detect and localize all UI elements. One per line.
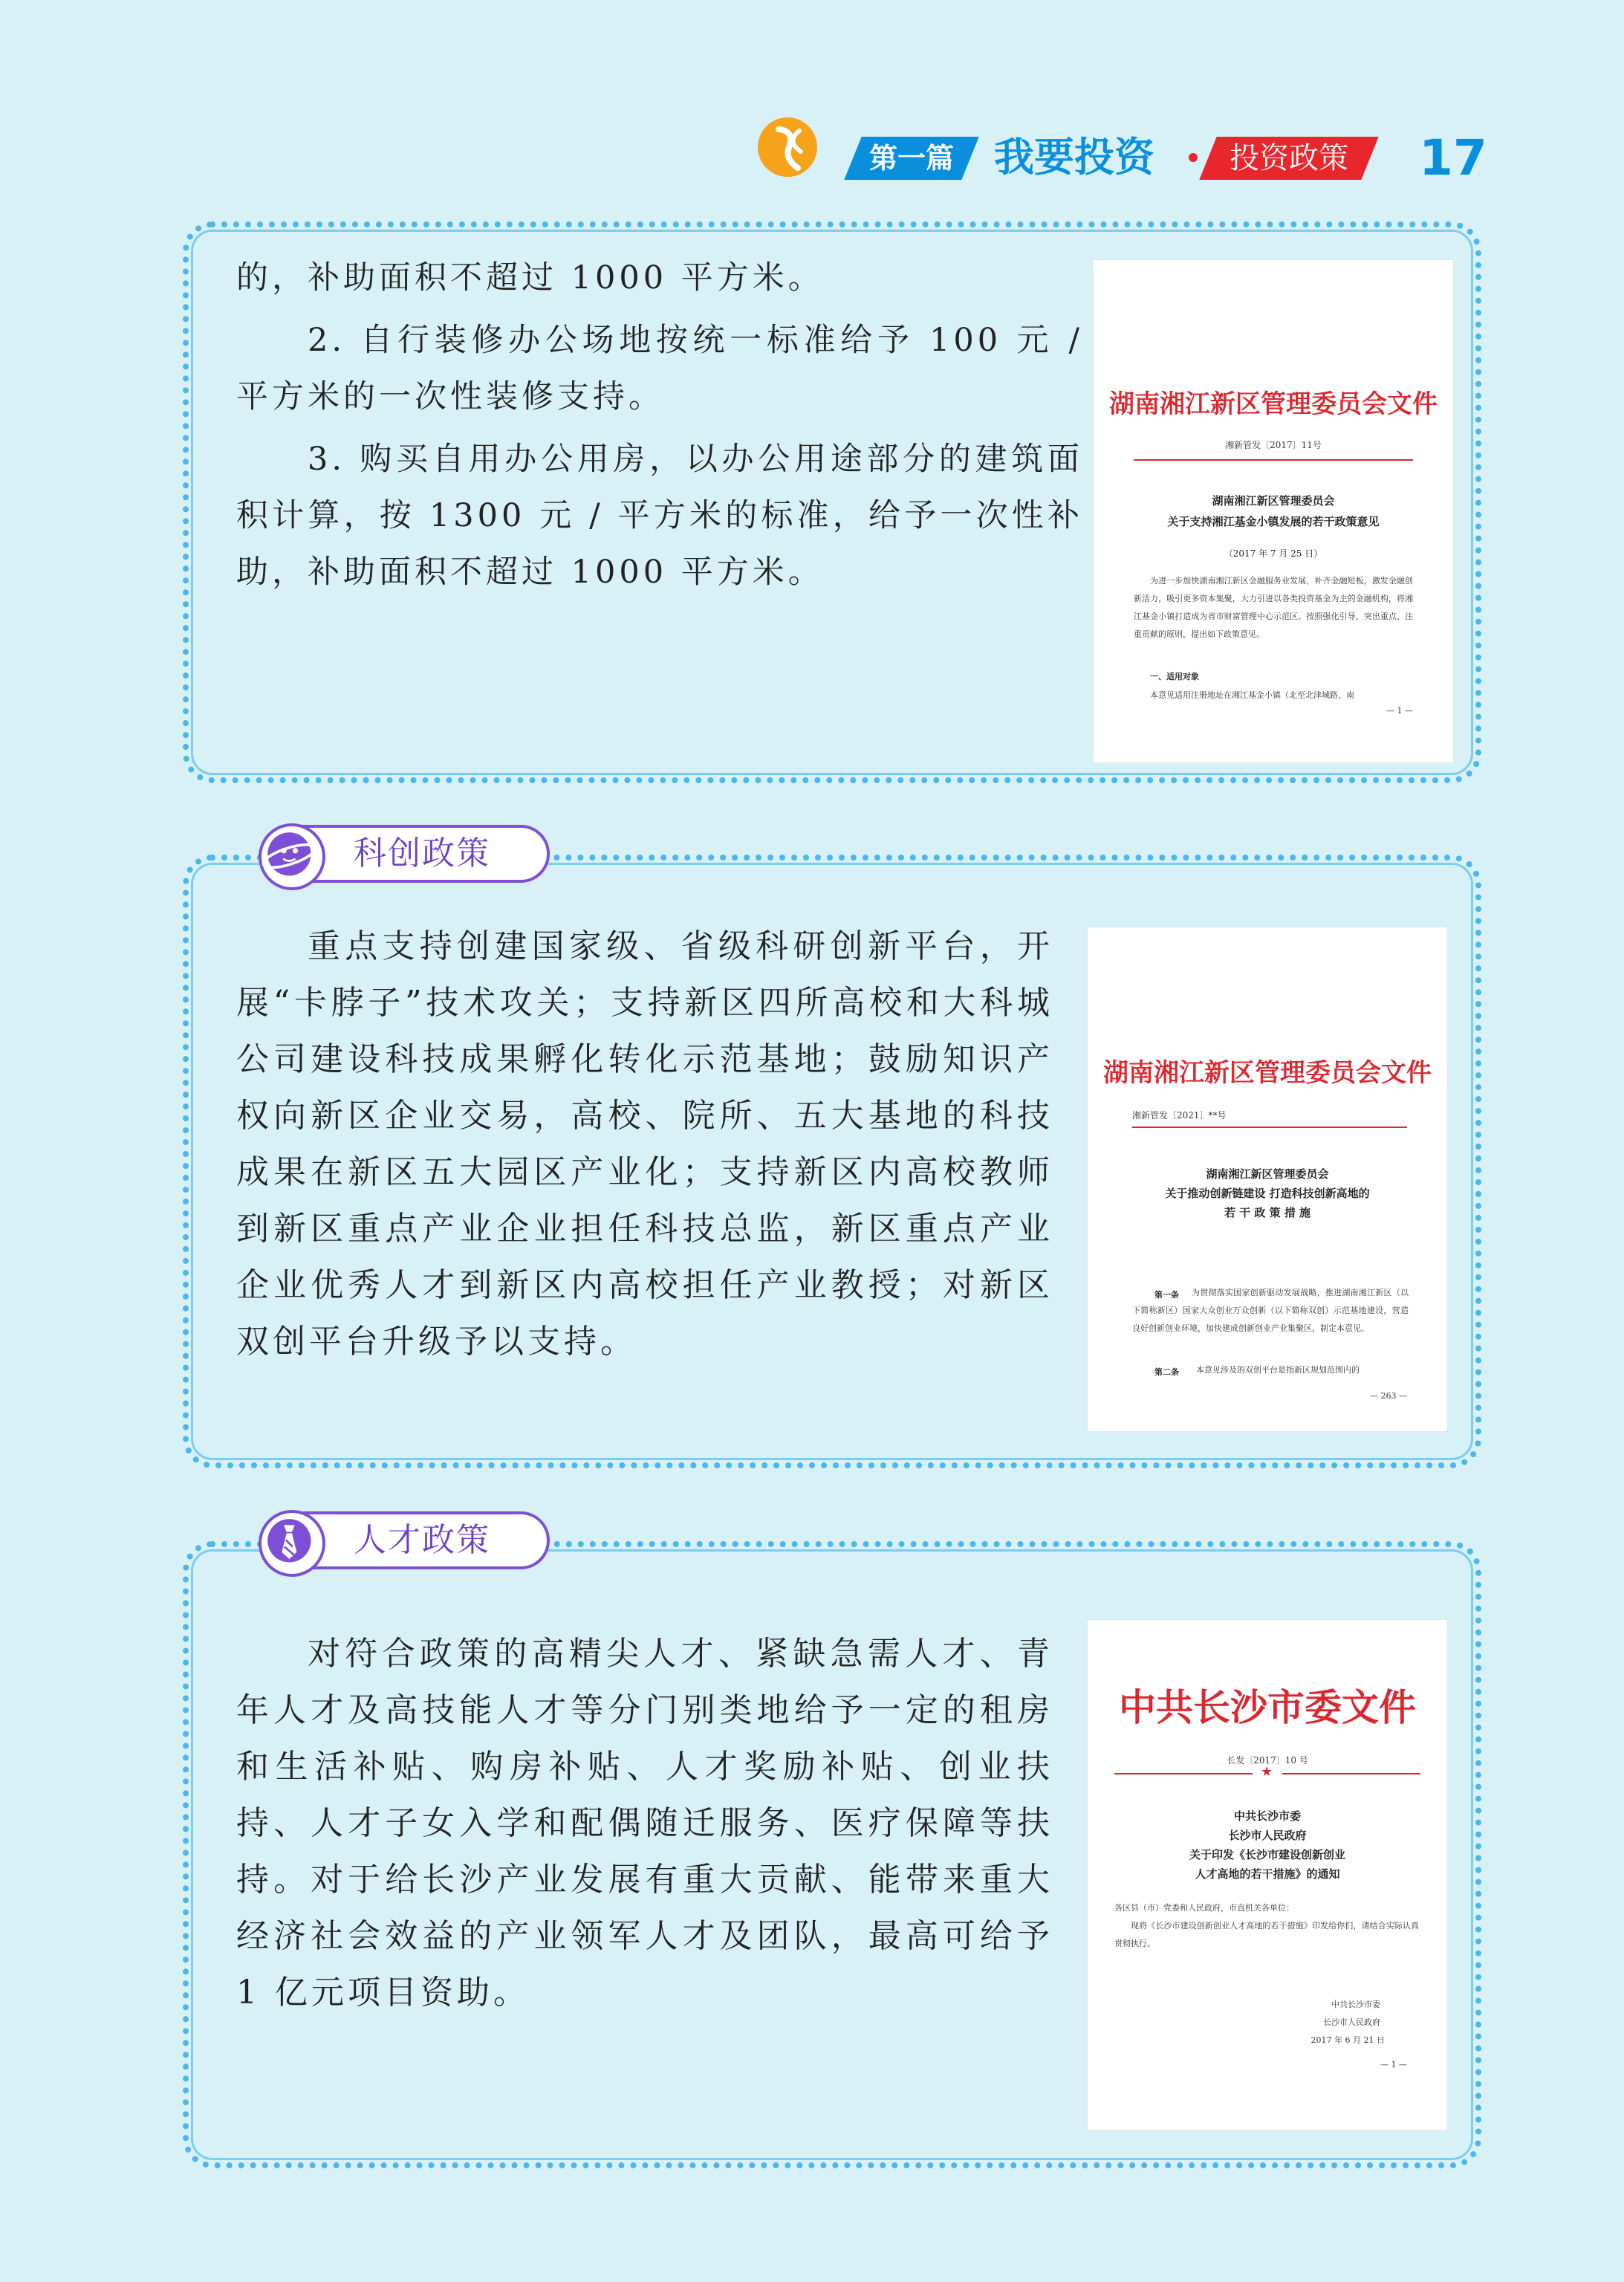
policy-box-office: [183, 221, 1481, 783]
necktie-icon: [259, 1510, 325, 1577]
box2-text: [236, 918, 1053, 1370]
publication-logo-icon: [756, 116, 819, 178]
star-icon: ★: [1261, 1764, 1273, 1780]
category-title: 我要投资: [994, 134, 1154, 181]
policy-box-talent: [183, 1541, 1481, 2168]
doc-heading: 长沙市人民政府: [1228, 1829, 1307, 1842]
doc-heading: 关于支持湘江基金小镇发展的若干政策意见: [1167, 515, 1380, 528]
part-label: 第一篇: [868, 142, 954, 175]
section-tag-label: 人才政策: [354, 1521, 490, 1559]
doc-number: 湘新管发〔2021〕**号: [1132, 1110, 1227, 1121]
doc-body: 本意见涉及的双创平台是指新区规划范围内的: [1196, 1365, 1360, 1375]
section-tag-talent: [263, 1511, 550, 1569]
doc-red-rule: [1282, 1773, 1420, 1774]
box3-text: [236, 1626, 1053, 2021]
doc-heading: 关于印发《长沙市建设创新创业: [1189, 1848, 1345, 1861]
doc-number: 长发〔2017〕10 号: [1227, 1755, 1308, 1766]
doc-heading: 湖南湘江新区管理委员会: [1206, 1167, 1329, 1181]
doc-title: 中共长沙市委文件: [1119, 1685, 1416, 1729]
doc-title: 湖南湘江新区管理委员会文件: [1103, 1058, 1432, 1088]
paragraph: 2. 自行装修办公场地按统一标准给予 100 元 / 平方米的一次性装修支持。: [236, 322, 1083, 415]
doc-title: 湖南湘江新区管理委员会文件: [1109, 389, 1438, 419]
paragraph: 的，补助面积不超过 1000 平方米。: [236, 259, 824, 296]
doc-page: — 1 —: [1386, 706, 1413, 716]
page-number: 17: [1419, 129, 1487, 187]
paragraph: 重点支持创建国家级、省级科研创新平台，开展“卡脖子”技术攻关；支持新区四所高校和大科城公司建设科技成果孵化转化示范基地；鼓励知识产权向新区企业交易，高校、院所、五大基地的科技成果在新区五大园区产业化；支持新区内高校教师到新区重点产业企业担任科技总监，新区重点产业企业优秀人才到新区内高校担任产业教授；对新区双创平台升级予以支持。: [236, 927, 1053, 1361]
subcategory-label: 投资政策: [1230, 141, 1348, 175]
doc-heading: 关于推动创新链建设 打造科技创新高地的: [1165, 1187, 1370, 1200]
doc-heading: 湖南湘江新区管理委员会: [1212, 494, 1335, 508]
doc-heading: 人才高地的若干措施》的通知: [1195, 1867, 1340, 1881]
doc-section: 第二条: [1154, 1367, 1179, 1377]
planet-icon: [259, 823, 325, 890]
doc-body: 为贯彻落实国家创新驱动发展战略，推进湖南湘江新区（以下简称新区）国家大众创业万众创新（以下简称双创）示范基地建设，营造良好创新创业环境，加快建成创新创业产业集聚区，制定本意见。: [1132, 1288, 1409, 1333]
box1-text: [236, 250, 1083, 600]
doc-page: — 1 —: [1380, 2060, 1407, 2069]
doc-red-rule: [1114, 1773, 1253, 1774]
doc-date: （2017 年 7 月 25 日）: [1224, 548, 1323, 559]
doc-page: — 263 —: [1370, 1391, 1407, 1401]
doc-heading: 中共长沙市委: [1233, 1809, 1301, 1823]
doc-body: 各区县（市）党委和人民政府，市直机关各单位：: [1114, 1903, 1294, 1913]
paragraph: 3. 购买自用办公用房，以办公用途部分的建筑面积计算，按 1300 元 / 平方米的标准，给予一次性补助，补助面积不超过 1000 平方米。: [236, 441, 1083, 591]
doc-signature: 中共长沙市委: [1331, 2000, 1380, 2009]
doc-body: 为进一步加快湖南湘江新区金融服务业发展，补齐金融短板，激发金融创新活力，吸引更多资本集聚，大力引进以各类投资基金为主的金融机构，将湘江基金小镇打造成为省市财富管理中心示范区。按照强化引导、突出重点、注重贡献的原则，提出如下政策意见。: [1134, 576, 1413, 639]
doc-body: 现将《长沙市建设创新创业人才高地的若干措施》印发给你们，请结合实际认真贯彻执行。: [1114, 1921, 1419, 1948]
section-tag-label: 科创政策: [354, 834, 490, 872]
paragraph: 对符合政策的高精尖人才、紧缺急需人才、青年人才及高技能人才等分门别类地给予一定的租房和生活补贴、购房补贴、人才奖励补贴、创业扶持、人才子女入学和配偶随迁服务、医疗保障等扶持。对于给长沙产业发展有重大贡献、能带来重大经济社会效益的产业领军人才及团队，最高可给予 1 亿元项目资助。: [236, 1635, 1053, 2012]
separator-dot: [1189, 153, 1198, 162]
policy-box-innovation: [183, 855, 1481, 1468]
document-image: [1094, 260, 1453, 762]
section-tag-innovation: [263, 825, 550, 883]
document-image: [1088, 1620, 1447, 2130]
doc-number: 湘新管发〔2017〕11号: [1225, 440, 1322, 450]
doc-section: 第一条: [1154, 1290, 1179, 1300]
doc-red-rule: [1132, 1127, 1407, 1128]
doc-red-rule: [1134, 459, 1413, 461]
doc-signature: 长沙市人民政府: [1323, 2017, 1380, 2027]
doc-section: 一、适用对象: [1150, 672, 1199, 681]
doc-body: 本意见适用注册地址在湘江基金小镇（北至北津城路、南: [1150, 690, 1354, 700]
doc-date: 2017 年 6 月 21 日: [1310, 2035, 1385, 2045]
doc-heading: 若 干 政 策 措 施: [1224, 1206, 1311, 1219]
document-image: [1088, 927, 1447, 1431]
